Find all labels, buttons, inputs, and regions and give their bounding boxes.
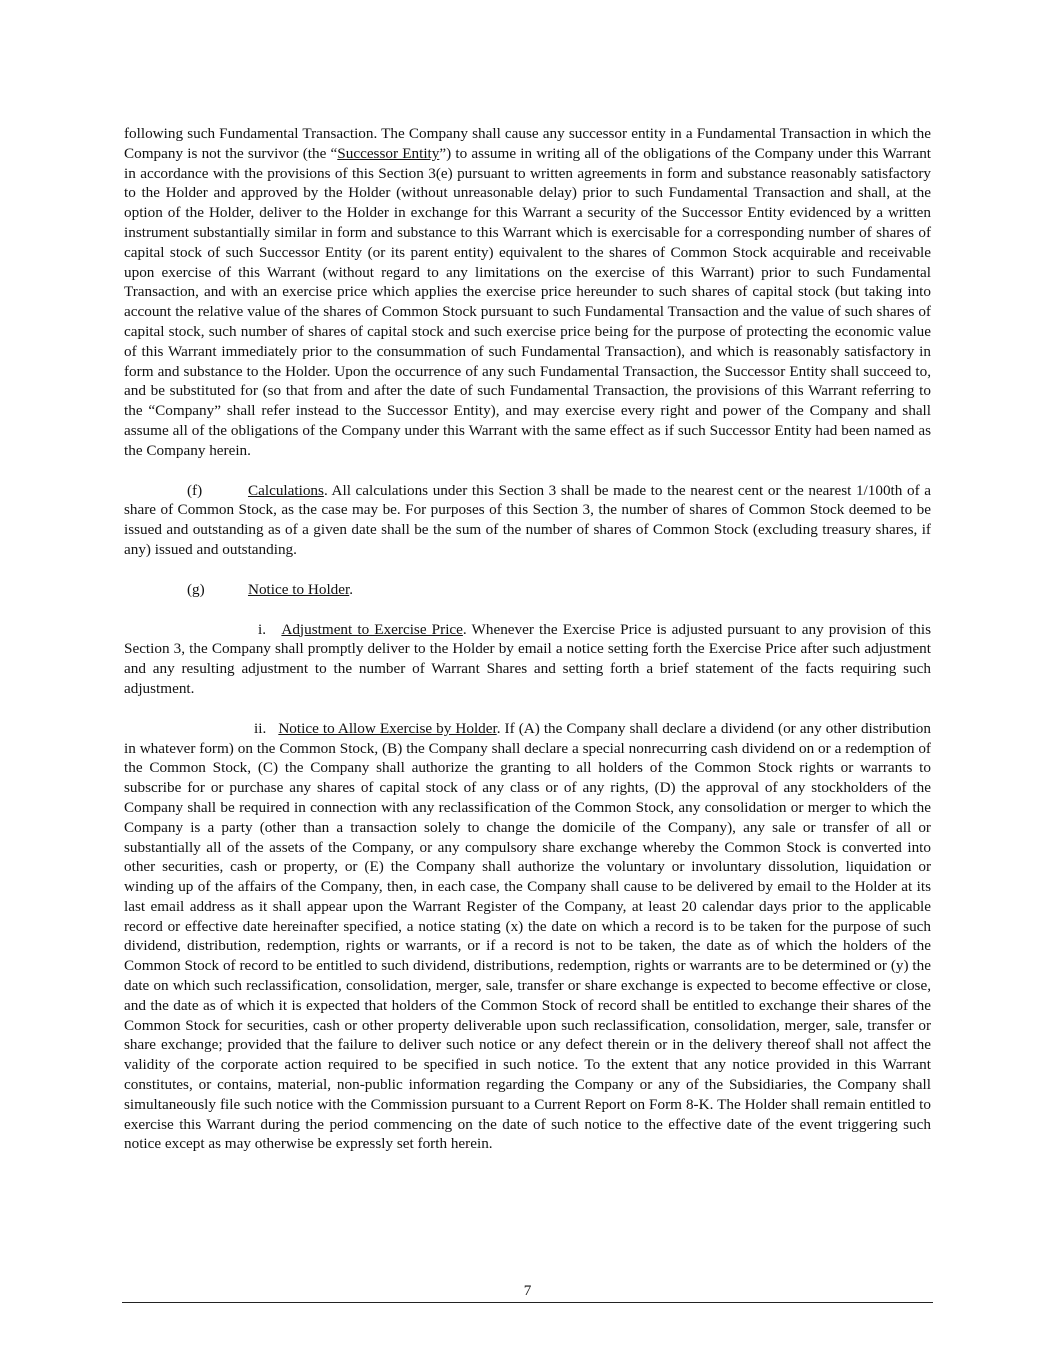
item-heading: Adjustment to Exercise Price (281, 620, 463, 638)
section-heading: Notice to Holder (248, 580, 350, 598)
document-page (124, 124, 931, 1154)
paragraph-text: ”) to assume in writing all of the obligations of the Company under this Warrant in accordance with the provisions of this Section 3(e) pursuant to written agreements in form and substance reasonably satisfactory to the Holder and approved by the Holder (without unreasonable delay) prior to such Fundamental Transaction and shall, at the option of the Holder, deliver to the Holder in exchange for this Warrant a security of the Successor Entity evidenced by a written instrument substantially similar in form and substance to this Warrant which is exercisable for a corresponding number of shares of capital stock of such Successor Entity (or its parent entity) equivalent to the shares of Common Stock acquirable and receivable upon exercise of this Warrant (without regard to any limitations on the exercise of this Warrant) prior to such Fundamental Transaction, and with an exercise price which applies the exercise price hereunder to such shares of capital stock (but taking into account the relative value of the shares of Common Stock pursuant to such Fundamental Transaction and the value of such shares of capital stock, such number of shares of capital stock and such exercise price being for the purpose of protecting the economic value of this Warrant immediately prior to the consummation of such Fundamental Transaction), and which is reasonably satisfactory in form and substance to the Holder. Upon the occurrence of any such Fundamental Transaction, the Successor Entity shall succeed to, and be substituted for (so that from and after the date of such Fundamental Transaction, the provisions of this Warrant referring to the “Company” shall refer instead to the Successor Entity), and may exercise every right and power of the Company and shall assume all of the obligations of the Company under this Warrant with the same effect as if such Successor Entity had been named as the Company herein. (124, 144, 932, 459)
item-ii-notice-to-allow-exercise (124, 719, 931, 1155)
defined-term-successor-entity: Successor Entity (337, 144, 440, 162)
page-number: 7 (523, 1282, 532, 1299)
item-i-adjustment-to-exercise-price (124, 620, 931, 699)
item-text: . If (A) the Company shall declare a dividend (or any other distribution in whatever form) on the Common Stock, (B) the Company shall declare a special nonrecurring cash dividend on or a redemption of the Common Stock, (C) the Company shall authorize the granting to all holders of the Common Stock rights or warrants to subscribe for or purchase any shares of capital stock of any class or of any rights, (D) the approval of any stockholders of the Company shall be required in connection with any reclassification of the Common Stock, any consolidation or merger to which the Company is a party (other than a transaction solely to change the domicile of the Company), any sale or transfer of all or substantially all of the assets of the Company, or any compulsory share exchange whereby the Common Stock is converted into other securities, cash or property, or (E) the Company shall authorize the voluntary or involuntary dissolution, liquidation or winding up of the affairs of the Company, then, in each case, the Company shall cause to be delivered by email to the Holder at its last email address as it shall appear upon the Warrant Register of the Company, at least 20 calendar days prior to the applicable record or effective date hereinafter specified, a notice stating (x) the date on which a record is to be taken for the purpose of such dividend, distribution, redemption, rights or warrants, or if a record is not to be taken, the date as of which the holders of the Common Stock of record to be entitled to such dividend, distributions, redemption, rights or warrants are to be determined or (y) the date on which such reclassification, consolidation, merger, sale, transfer or share exchange is expected to become effective or close, and the date as of which it is expected that holders of the Common Stock of record shall be entitled to exchange their shares of the Common Stock for securities, cash or other property deliverable upon such reclassification, consolidation, merger, sale, transfer or share exchange; provided that the failure to deliver such notice or any defect therein or in the delivery thereof shall not affect the validity of the corporate action required to be specified in such notice. To the extent that any notice provided in this Warrant constitutes, or contains, material, non-public information regarding the Company or any of the Subsidiaries, the Company shall simultaneously file such notice with the Commission pursuant to a Current Report on Form 8-K. The Holder shall remain entitled to exercise this Warrant during the period commencing on the date of such notice to the effective date of the event triggering such notice except as may otherwise be expressly set forth herein. (124, 719, 931, 1153)
item-label: i. (258, 620, 267, 638)
item-label: ii. (254, 719, 267, 737)
paragraph-successor-entity (124, 124, 931, 461)
section-heading: Calculations (248, 481, 324, 499)
footer-rule (122, 1302, 933, 1303)
section-f-calculations (124, 481, 931, 560)
item-heading: Notice to Allow Exercise by Holder (278, 719, 497, 737)
paragraph-text: following such Fundamental Transaction. The Company shall cause any successor entity in a Fundamental Transaction in which the Company is not the survivor (the “ (124, 125, 931, 162)
section-label: (g) (187, 580, 205, 598)
section-g-notice-to-holder (124, 580, 931, 600)
section-text: . All calculations under this Section 3 shall be made to the nearest cent or the nearest 1/100th of a share of Common Stock, as the case may be. For purposes of this Section 3, the number of shares of Common Stock deemed to be issued and outstanding as of a given date shall be the sum of the number of shares of Common Stock (excluding treasury shares, if any) issued and outstanding. (124, 481, 931, 558)
section-heading-period: . (349, 580, 354, 598)
section-label: (f) (187, 481, 203, 499)
item-text: . Whenever the Exercise Price is adjusted pursuant to any provision of this Section 3, the Company shall promptly deliver to the Holder by email a notice setting forth the Exercise Price after such adjustment and any resulting adjustment to the number of Warrant Shares and setting forth a brief statement of the facts requiring such adjustment. (124, 620, 931, 697)
